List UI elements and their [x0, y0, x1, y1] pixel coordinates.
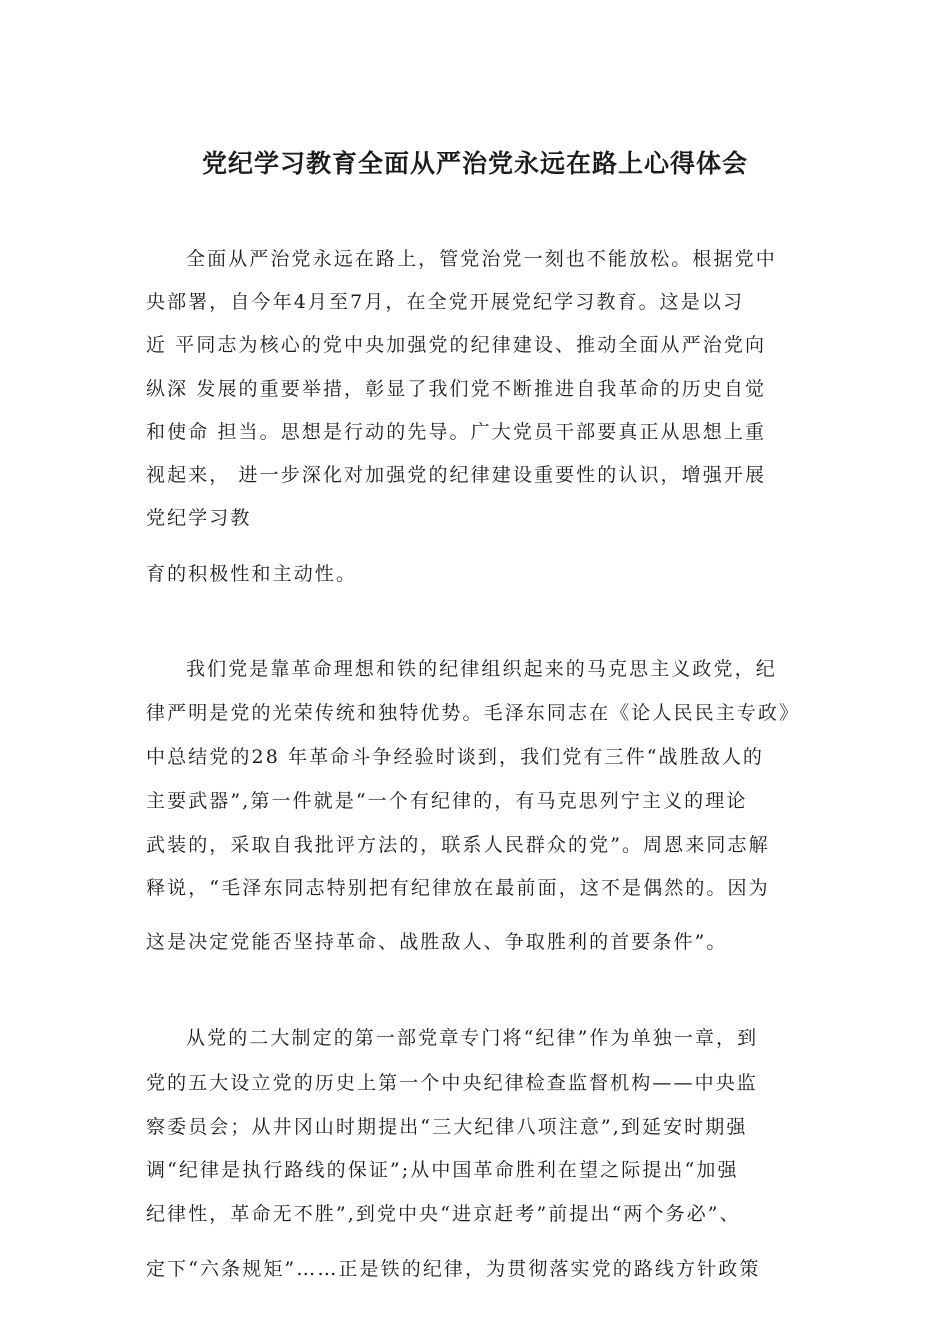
paragraph-1-line-5: 和使命 担当。思想是行动的先导。广大党员干部要真正从思想上重 — [146, 421, 767, 443]
paragraph-2-line-2: 律严明是党的光荣传统和独特优势。毛泽东同志在《论人民民主专政》 — [146, 702, 801, 724]
paragraph-2-line-6: 释说，“毛泽东同志特别把有纪律放在最前面，这不是偶然的。因为 — [146, 877, 770, 899]
paragraph-3-line-2: 党的五大设立党的历史上第一个中央纪律检查监督机构——中央监 — [146, 1072, 758, 1094]
paragraph-1-line-3: 近 平同志为核心的党中央加强党的纪律建设、推动全面从严治党向 — [146, 334, 767, 356]
paragraph-3-line-1: 从党的二大制定的第一部党章专门将“纪律”作为单独一章，到 — [186, 1027, 759, 1049]
document-title: 党纪学习教育全面从严治党永远在路上心得体会 — [201, 149, 748, 178]
paragraph-2-line-4: 主要武器”,第一件就是“一个有纪律的，有马克思列宁主义的理论 — [146, 790, 748, 812]
paragraph-3-line-5: 纪律性，革命无不胜”,到党中央“进京赶考”前提出“两个务必”、 — [146, 1203, 741, 1225]
paragraph-3-line-6: 定下“六条规矩”……正是铁的纪律，为贯彻落实党的路线方针政策 — [146, 1258, 761, 1280]
paragraph-1-line-1: 全面从严治党永远在路上，管党治党一刻也不能放松。根据党中 — [186, 248, 777, 270]
paragraph-1-line-8: 育的积极性和主动性。 — [146, 563, 358, 585]
paragraph-2-line-7: 这是决定党能否坚持革命、战胜敌人、争取胜利的首要条件”。 — [146, 931, 728, 953]
paragraph-1-line-2: 央部署，自今年4月至7月，在全党开展党纪学习教育。这是以习 — [146, 291, 745, 313]
paragraph-3-line-4: 调“纪律是执行路线的保证”;从中国革命胜利在望之际提出“加强 — [146, 1159, 739, 1181]
paragraph-1-line-6: 视起来， 进一步深化对加强党的纪律建设重要性的认识，增强开展 — [146, 464, 767, 486]
paragraph-1-line-4: 纵深 发展的重要举措，彰显了我们党不断推进自我革命的历史自觉 — [146, 378, 767, 400]
paragraph-2-line-5: 武装的，采取自我批评方法的，联系人民群众的党”。周恩来同志解 — [146, 834, 770, 856]
paragraph-2-line-3: 中总结党的28 年革命斗争经验时谈到，我们党有三件“战胜敌人的 — [146, 746, 765, 768]
paragraph-2-line-1: 我们党是靠革命理想和铁的纪律组织起来的马克思主义政党，纪 — [186, 658, 777, 680]
paragraph-1-line-7: 党纪学习教 — [146, 507, 252, 529]
paragraph-3-line-3: 察委员会；从井冈山时期提出“三大纪律八项注意”,到延安时期强 — [146, 1116, 748, 1138]
